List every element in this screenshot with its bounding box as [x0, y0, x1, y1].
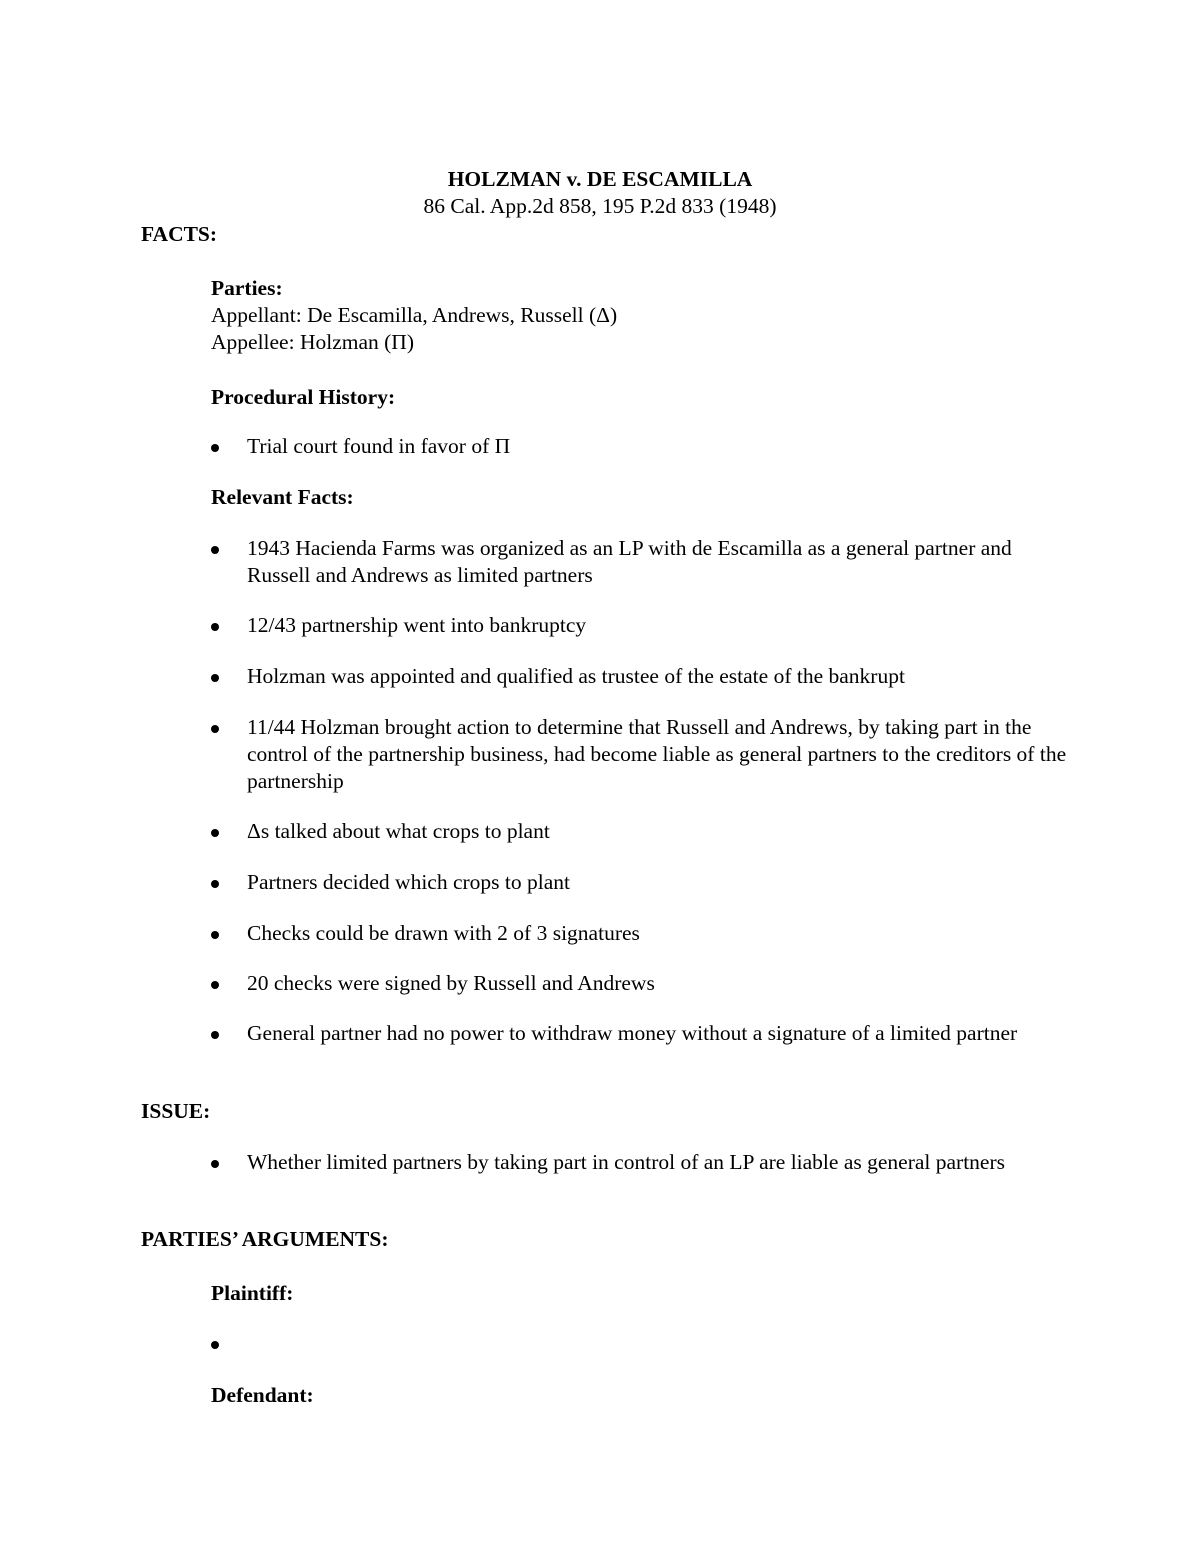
procedural-history-heading: Procedural History:: [211, 385, 396, 409]
bullet-icon: [211, 725, 219, 733]
bullet-icon: [211, 981, 219, 989]
plaintiff-heading: Plaintiff:: [211, 1281, 294, 1305]
list-item: [211, 663, 1071, 690]
list-item: [211, 1020, 1071, 1047]
defendant-heading: Defendant:: [211, 1383, 314, 1407]
list-item-text: Δs talked about what crops to plant: [247, 819, 550, 843]
parties-arguments-heading: PARTIES’ ARGUMENTS:: [141, 1227, 389, 1251]
bullet-icon: [211, 623, 219, 631]
list-item-text: General partner had no power to withdraw money without a signature of a limited partner: [247, 1021, 1018, 1045]
list-item: [211, 970, 1071, 997]
bullet-icon: [211, 1031, 219, 1039]
case-citation: 86 Cal. App.2d 858, 195 P.2d 833 (1948): [423, 194, 777, 218]
list-item: [211, 612, 1071, 639]
list-item: [211, 535, 1071, 589]
issue-heading: ISSUE:: [141, 1099, 211, 1123]
list-item-text: 12/43 partnership went into bankruptcy: [247, 613, 587, 637]
list-item-text: Trial court found in favor of Π: [247, 434, 511, 458]
list-item: [211, 714, 1071, 795]
case-header: [0, 166, 1200, 220]
list-item-text: 20 checks were signed by Russell and Andrews: [247, 971, 655, 995]
bullet-icon: [211, 880, 219, 888]
list-item-text: Holzman was appointed and qualified as trustee of the estate of the bankrupt: [247, 664, 905, 688]
relevant-facts-heading: Relevant Facts:: [211, 485, 354, 509]
list-item: [211, 920, 1071, 947]
list-item: [211, 869, 1071, 896]
list-item-text: Checks could be drawn with 2 of 3 signatures: [247, 921, 640, 945]
appellee-line: Appellee: Holzman (Π): [211, 330, 414, 354]
list-item-text: Partners decided which crops to plant: [247, 870, 571, 894]
bullet-icon: [211, 674, 219, 682]
list-item-text: 11/44 Holzman brought action to determine that Russell and Andrews, by taking part in the control of the partnership business, had become liable as general partners to the creditors of the partnership: [247, 715, 1067, 793]
bullet-icon: [211, 1160, 219, 1168]
appellant-line: Appellant: De Escamilla, Andrews, Russell (Δ): [211, 303, 618, 327]
list-item: [211, 1149, 1071, 1176]
case-title: HOLZMAN v. DE ESCAMILLA: [447, 167, 753, 191]
facts-heading: FACTS:: [141, 222, 218, 246]
parties-heading: Parties:: [211, 276, 283, 300]
list-item-text: Whether limited partners by taking part in control of an LP are liable as general partners: [247, 1150, 1005, 1174]
list-item: [211, 818, 1071, 845]
list-item: [211, 433, 1071, 460]
bullet-icon: [211, 444, 219, 452]
bullet-icon: [211, 1341, 219, 1349]
bullet-icon: [211, 829, 219, 837]
bullet-icon: [211, 546, 219, 554]
list-item-text: 1943 Hacienda Farms was organized as an LP with de Escamilla as a general partner and Russell and Andrews as limited partners: [247, 536, 1012, 587]
bullet-icon: [211, 931, 219, 939]
